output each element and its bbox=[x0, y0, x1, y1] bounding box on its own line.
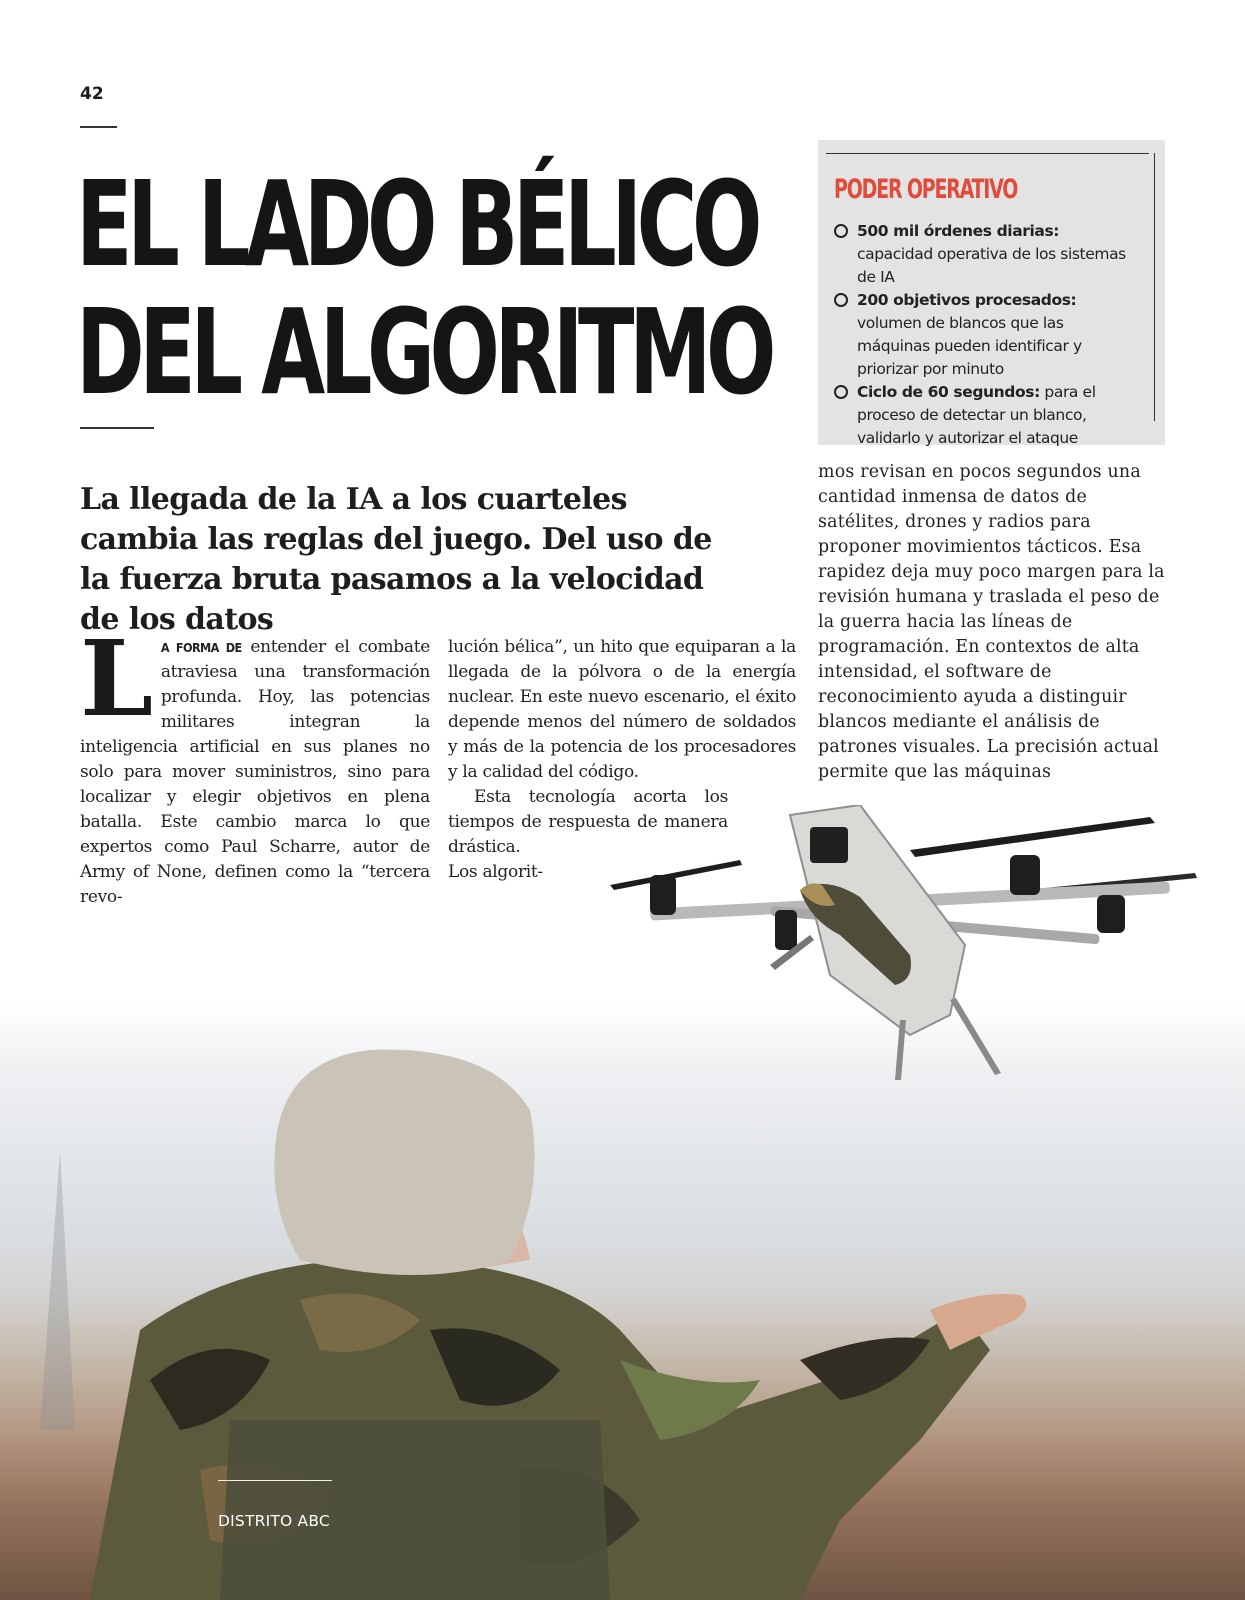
body-paragraph: Esta tecnología acorta los tiempos de respuesta de manera drástica. bbox=[448, 787, 728, 857]
body-column-3 bbox=[818, 460, 1166, 785]
sidebar-item-text: capacidad operativa de los sistemas de IA bbox=[857, 245, 1126, 286]
sidebar-right-rule bbox=[1154, 153, 1155, 421]
top-rule bbox=[80, 126, 117, 128]
footer-rule bbox=[218, 1480, 332, 1481]
sidebar-item bbox=[834, 289, 1134, 381]
headline-rule bbox=[80, 427, 154, 429]
body-paragraph: lución bélica”, un hito que equiparan a la llegada de la pólvora o de la energía nuclear. En este nuevo escenario, el éxito depende menos del número de soldados y más de la potencia de los procesadores y la calidad del código. bbox=[448, 637, 796, 782]
sidebar-item-bold: Ciclo de 60 segundos: bbox=[857, 383, 1040, 401]
body-paragraph: mos revisan en pocos segundos una cantidad inmensa de datos de satélites, drones y radios para proponer movimientos tácticos. Esa rapidez deja muy poco margen para la revisión humana y traslada el peso de la guerra hacia las líneas de programación. En contextos de alta intensidad, el software de reconocimiento ayuda a distinguir blancos mediante el análisis de patrones visuales. La precisión actual permite que las máquinas bbox=[818, 462, 1165, 782]
sidebar-item-bold: 500 mil órdenes diarias: bbox=[857, 222, 1060, 240]
circle-bullet-icon bbox=[834, 293, 848, 307]
circle-bullet-icon bbox=[834, 224, 848, 238]
footer-label: DISTRITO ABC bbox=[218, 1512, 330, 1530]
body-paragraph bbox=[80, 617, 430, 910]
headline-line-1: EL LADO BÉLICO bbox=[76, 155, 757, 293]
lead-in-caps: A FORMA DE bbox=[160, 640, 242, 655]
headline-line-2: DEL ALGORITMO bbox=[76, 283, 771, 421]
circle-bullet-icon bbox=[834, 385, 848, 399]
sidebar-item-text: volumen de blancos que las máquinas pueden identificar y priorizar por minuto bbox=[857, 314, 1082, 378]
body-column-1 bbox=[80, 617, 430, 910]
sidebar-top-rule bbox=[826, 153, 1149, 154]
standfirst: La llegada de la IA a los cuarteles cambia las reglas del juego. Del uso de la fuerza bruta pasamos a la velocidad de los datos bbox=[80, 482, 712, 637]
sidebar-item bbox=[834, 381, 1134, 450]
sidebar-title: PODER OPERATIVO bbox=[834, 174, 1018, 205]
sidebar-item bbox=[834, 220, 1134, 289]
page-number: 42 bbox=[80, 84, 104, 104]
sidebar-item-bold: 200 objetivos procesados: bbox=[857, 291, 1077, 309]
drop-cap: L bbox=[80, 617, 153, 740]
headline bbox=[76, 155, 771, 421]
body-text: entender el combate atraviesa una transformación profunda. Hoy, las potencias militares integran la inteligencia artificial en sus planes no solo para mover suministros, sino para localizar y elegir objetivos en plena batalla. Este cambio marca lo que expertos como Paul Scharre, autor de Army of None, definen como la “tercera revo- bbox=[80, 637, 430, 907]
body-paragraph: Los algorit- bbox=[448, 862, 543, 882]
sidebar-item-text: para el proceso de detectar un blanco, validarlo y autorizar el ataque bbox=[857, 383, 1096, 447]
sidebar-list bbox=[834, 220, 1134, 450]
body-column-2 bbox=[448, 635, 796, 885]
sidebar-box bbox=[818, 140, 1165, 445]
